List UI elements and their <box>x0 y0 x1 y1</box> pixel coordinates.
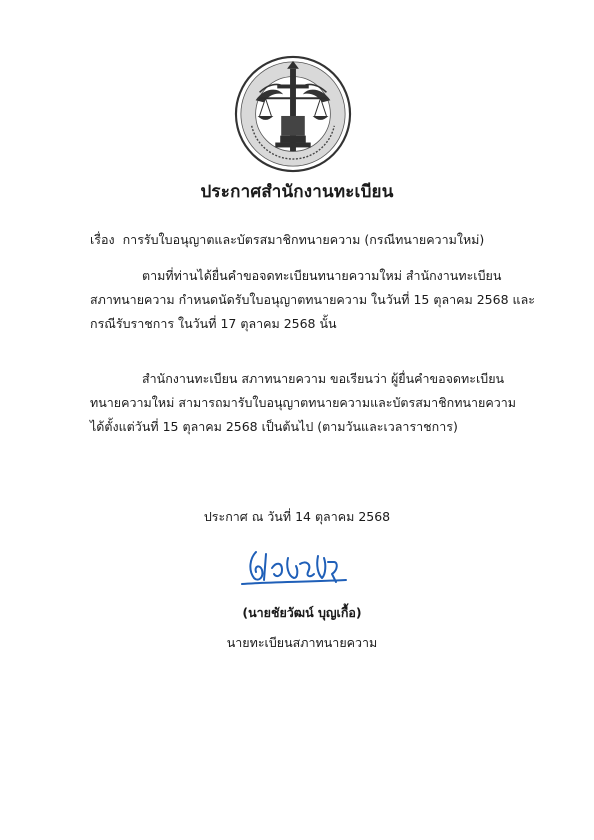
paragraph-line: ตามที่ท่านได้ยื่นคำขอจดทะเบียนทนายความใหม่ สำนักงานทะเบียน <box>142 268 502 283</box>
announcement-date: ประกาศ ณ วันที่ 14 ตุลาคม 2568 <box>203 509 391 524</box>
paragraph-line: กรณีรับราชการ ในวันที่ 17 ตุลาคม 2568 นั้น <box>90 316 337 331</box>
paragraph-line: ทนายความใหม่ สามารถมารับใบอนุญาตทนายความและบัตรสมาชิกทนายความ <box>90 395 516 410</box>
body-paragraph-2 <box>90 367 550 439</box>
handwritten-signature-icon <box>236 544 356 592</box>
page-title: ประกาศสำนักงานทะเบียน <box>200 182 394 202</box>
signer-position: นายทะเบียนสภาทนายความ <box>226 635 378 650</box>
paragraph-line: สำนักงานทะเบียน สภาทนายความ ขอเรียนว่า ผู้ยื่นคำขอจดทะเบียน <box>142 371 505 386</box>
subject-line <box>90 230 484 250</box>
subject-label: เรื่อง <box>90 232 115 247</box>
lawyers-council-seal-icon <box>234 55 352 173</box>
body-paragraph-1 <box>90 264 550 336</box>
subject-text: การรับใบอนุญาตและบัตรสมาชิกทนายความ (กรณีทนายความใหม่) <box>122 232 485 247</box>
paragraph-line: ได้ตั้งแต่วันที่ 15 ตุลาคม 2568 เป็นต้นไป (ตามวันและเวลาราชการ) <box>90 419 458 434</box>
paragraph-line: สภาทนายความ กำหนดนัดรับใบอนุญาตทนายความ ในวันที่ 15 ตุลาคม 2568 และ <box>90 292 535 307</box>
signer-name: (นายชัยวัฒน์ บุญเกื้อ) <box>242 605 362 620</box>
